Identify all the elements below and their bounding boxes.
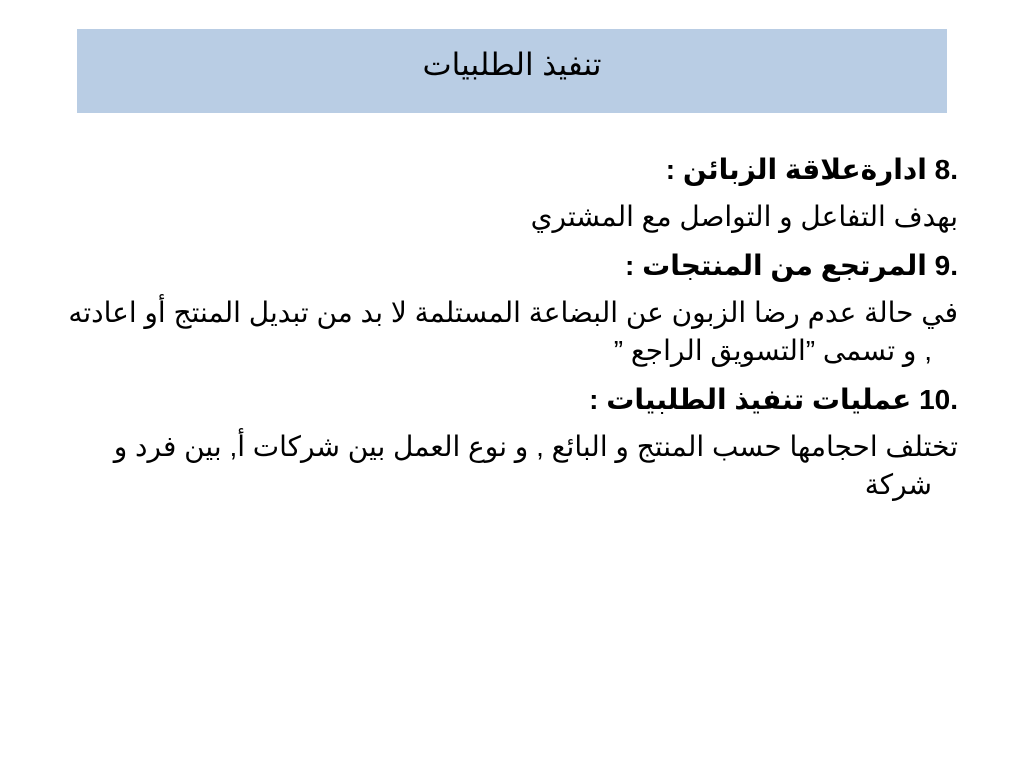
section-heading-10 [66,378,958,422]
section-heading-text: المرتجع من المنتجات : [624,250,927,281]
section-body-9: في حالة عدم رضا الزبون عن البضاعة المستلمة لا بد من تبديل المنتج أو اعادته , و تسمى ”التسويق الراجع ” [68,297,958,366]
section-number: 9. [934,250,958,281]
section-heading-9 [66,244,958,288]
section-body-8: بهدف التفاعل و التواصل مع المشتري [530,201,958,232]
section-body-10: تختلف احجامها حسب المنتج و البائع , و نوع العمل بين شركات أ, بين فرد و شركة [113,431,958,500]
title-bar [77,29,947,113]
slide-title: تنفيذ الطلبيات [422,46,602,82]
slide-content [66,148,958,512]
section-heading-text: ادارةعلاقة الزبائن : [665,154,927,185]
section-heading-text: عمليات تنفيذ الطلبيات : [589,384,912,415]
section-number: 8. [934,154,958,185]
section-number: 10. [919,384,958,415]
section-heading-8 [66,148,958,192]
